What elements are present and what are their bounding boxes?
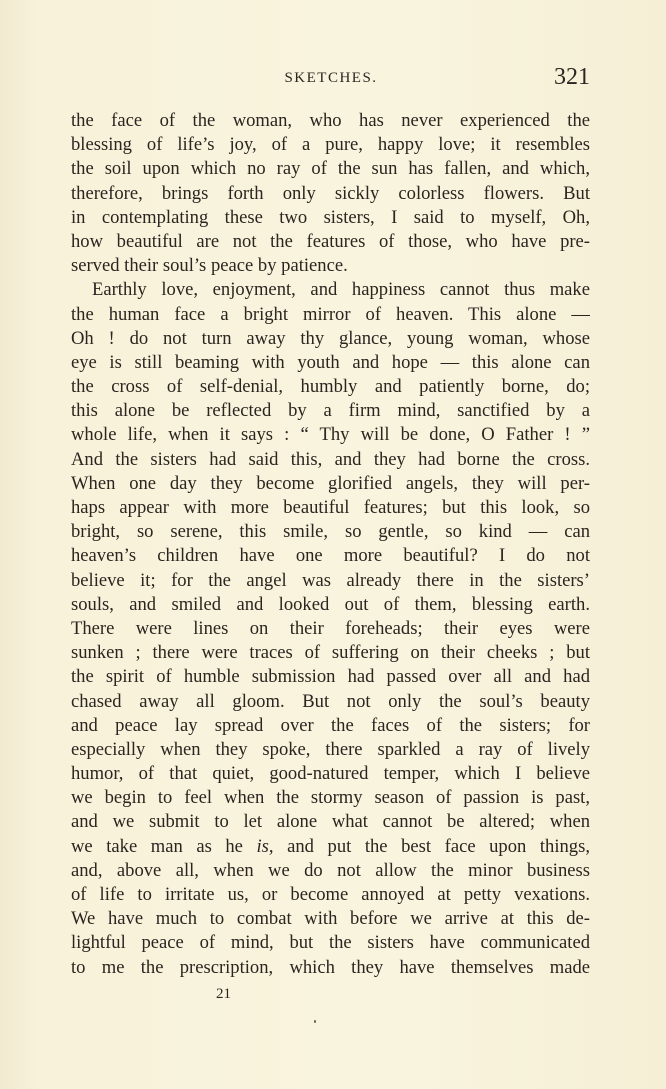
text-line: lightful peace of mind, but the sisters have communicated: [71, 932, 590, 954]
text-line: of life to irritate us, or become annoyed at petty vexations.: [71, 884, 590, 905]
text-line: the spirit of humble submission had passed over all and had: [71, 666, 590, 688]
text-line: the soil upon which no ray of the sun has fallen, and which,: [71, 158, 590, 180]
text-line: the cross of self-denial, humbly and patiently borne, do;: [71, 376, 590, 398]
text-line: the face of the woman, who has never experienced the: [71, 110, 590, 131]
text-line: humor, of that quiet, good-natured temper, which I believe: [71, 763, 590, 785]
signature-mark: 21: [216, 986, 231, 1002]
text-line: whole life, when it says : “ Thy will be done, O Father ! ”: [71, 424, 590, 446]
emphasis-word: is: [256, 835, 269, 857]
running-head: [72, 64, 590, 94]
text-line: believe it; for the angel was already there in the sisters’: [71, 569, 590, 591]
page-number: 321: [554, 64, 590, 90]
text-line: And the sisters had said this, and they had borne the cross.: [71, 448, 590, 470]
text-line: blessing of life’s joy, of a pure, happy love; it resembles: [71, 134, 590, 156]
text-line: bright, so serene, this smile, so gentle, so kind — can: [71, 521, 590, 543]
text-line: in contemplating these two sisters, I said to myself, Oh,: [71, 206, 590, 228]
text-line: sunken ; there were traces of suffering on their cheeks ; but: [71, 642, 590, 664]
text-line: therefore, brings forth only sickly colorless flowers. But: [71, 182, 590, 204]
text-line: chased away all gloom. But not only the soul’s beauty: [71, 690, 590, 712]
text-line: the human face a bright mirror of heaven. This alone —: [71, 303, 590, 325]
text-line: we take man as he is, and put the best face upon things,: [71, 835, 590, 857]
text-line: We have much to combat with before we arrive at this de-: [71, 908, 590, 930]
text-line: served their soul’s peace by patience.: [71, 255, 348, 277]
text-line: haps appear with more beautiful features; but this look, so: [71, 497, 590, 518]
text-line: There were lines on their foreheads; their eyes were: [71, 617, 590, 639]
text-line: and we submit to let alone what cannot be altered; when: [71, 811, 590, 833]
text-line: this alone be reflected by a firm mind, sanctified by a: [71, 400, 590, 422]
text-line: souls, and smiled and looked out of them, blessing earth.: [71, 593, 590, 615]
text-line: to me the prescription, which they have themselves made: [71, 956, 590, 978]
body-text: [71, 109, 590, 980]
text-line: eye is still beaming with youth and hope — this alone can: [71, 351, 590, 373]
text-line: especially when they spoke, there sparkled a ray of lively: [71, 738, 590, 760]
text-line: and peace lay spread over the faces of the sisters; for: [71, 714, 590, 736]
text-line: Oh ! do not turn away thy glance, young woman, whose: [71, 327, 590, 349]
text-line: how beautiful are not the features of those, who have pre-: [71, 230, 590, 252]
text-line: we begin to feel when the stormy season of passion is past,: [71, 787, 590, 809]
text-line: Earthly love, enjoyment, and happiness cannot thus make: [92, 279, 590, 301]
text-line: and, above all, when we do not allow the minor business: [71, 859, 590, 881]
text-line: heaven’s children have one more beautiful? I do not: [71, 545, 590, 567]
text-line: When one day they become glorified angels, they will per-: [71, 472, 590, 494]
paper-speck: [314, 1020, 316, 1023]
running-head-title: SKETCHES.: [284, 70, 378, 86]
